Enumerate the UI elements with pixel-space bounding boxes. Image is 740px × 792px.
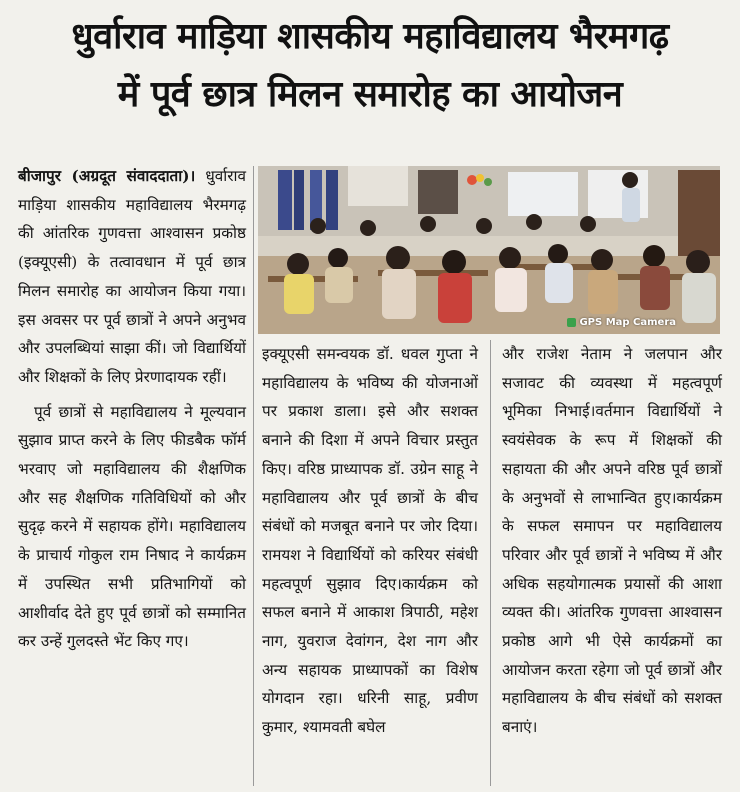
headline-line-1: धुर्वाराव माड़िया शासकीय महाविद्यालय भैरमगढ़ xyxy=(71,16,669,57)
article-paragraph-4: और राजेश नेताम ने जलपान और सजावट की व्यवस्था में महत्वपूर्ण भूमिका निभाई।वर्तमान विद्यार्थियों ने स्वयंसेवक के रूप में शिक्षकों की सहायता की और अपने वरिष्ठ पूर्व छात्रों के अनुभवों से लाभान्वित हुए।कार्यक्रम के सफल समापन पर महाविद्यालय परिवार और पूर्व छात्रों ने भविष्य में और अधिक सहयोगात्मक प्रयासों की आशा व्यक्त की। आंतरिक गुणवत्ता आश्वासन प्रकोष्ठ आगे भी ऐसे कार्यक्रमों का आयोजन करता रहेगा जो पूर्व छात्रों और महाविद्यालय के बीच संबंधों को सशक्त बनाएं। xyxy=(502,345,722,737)
event-photo xyxy=(258,166,720,334)
photo-watermark-text: GPS Map Camera xyxy=(579,317,676,328)
article-column-3 xyxy=(502,340,722,788)
article-paragraph-1 xyxy=(18,162,246,392)
article-paragraph-2: पूर्व छात्रों से महाविद्यालय ने मूल्यवान सुझाव प्राप्त करने के लिए फीडबैक फॉर्म भरवाए जो महाविद्यालय की शैक्षणिक और सह शैक्षणिक गतिविधियों को और सुदृढ़ करने में सहायक होंगे। महाविद्यालय के प्राचार्य गोकुल राम निषाद ने कार्यक्रम में उपस्थित सभी प्रतिभागियों को आशीर्वाद देते हुए पूर्व छात्रों को सम्मानित कर उन्हें गुलदस्ते भेंट किए गए। xyxy=(18,402,246,651)
event-photo-image xyxy=(258,166,720,334)
headline-line-2: में पूर्व छात्र मिलन समारोह का आयोजन xyxy=(117,74,623,115)
article-paragraph-3: इक्यूएसी समन्वयक डॉ. धवल गुप्ता ने महाविद्यालय के भविष्य की योजनाओं पर प्रकाश डाला। इसे और सशक्त बनाने की दिशा में अपने विचार प्रस्तुत किए। वरिष्ठ प्राध्यापक डॉ. उग्रेन साहू ने महाविद्यालय और पूर्व छात्रों के बीच संबंधों को मजबूत बनाने पर जोर दिया। रामयश ने विद्यार्थियों को करियर संबंधी महत्वपूर्ण सुझाव दिए।कार्यक्रम को सफल बनाने में आकाश त्रिपाठी, महेश नाग, युवराज देवांगन, देश नाग और अन्य सहायक प्राध्यापकों का विशेष योगदान रहा। धरिनी साहू, प्रवीण कुमार, श्यामवती बघेल xyxy=(262,345,478,737)
map-pin-icon xyxy=(567,318,576,327)
column-divider xyxy=(490,340,491,786)
column-divider xyxy=(253,166,254,786)
article-column-1 xyxy=(18,162,246,788)
article-paragraph-1-text: धुर्वाराव माड़िया शासकीय महाविद्यालय भैरमगढ़ की आंतरिक गुणवत्ता आश्वासन प्रकोष्ठ (इक्यूएसी) के तत्वावधान में पूर्व छात्र मिलन समारोह का आयोजन किया गया। इस अवसर पर पूर्व छात्रों ने अपने अनुभव और उपलब्धियां साझा कीं। जो विद्यार्थियों और शिक्षकों के लिए प्रेरणादायक रहीं। xyxy=(18,167,246,386)
dateline: बीजापुर (अग्रदूत संवाददाता)। xyxy=(18,167,196,185)
article-column-2 xyxy=(262,340,478,788)
headline xyxy=(0,8,740,124)
photo-watermark xyxy=(567,317,676,328)
